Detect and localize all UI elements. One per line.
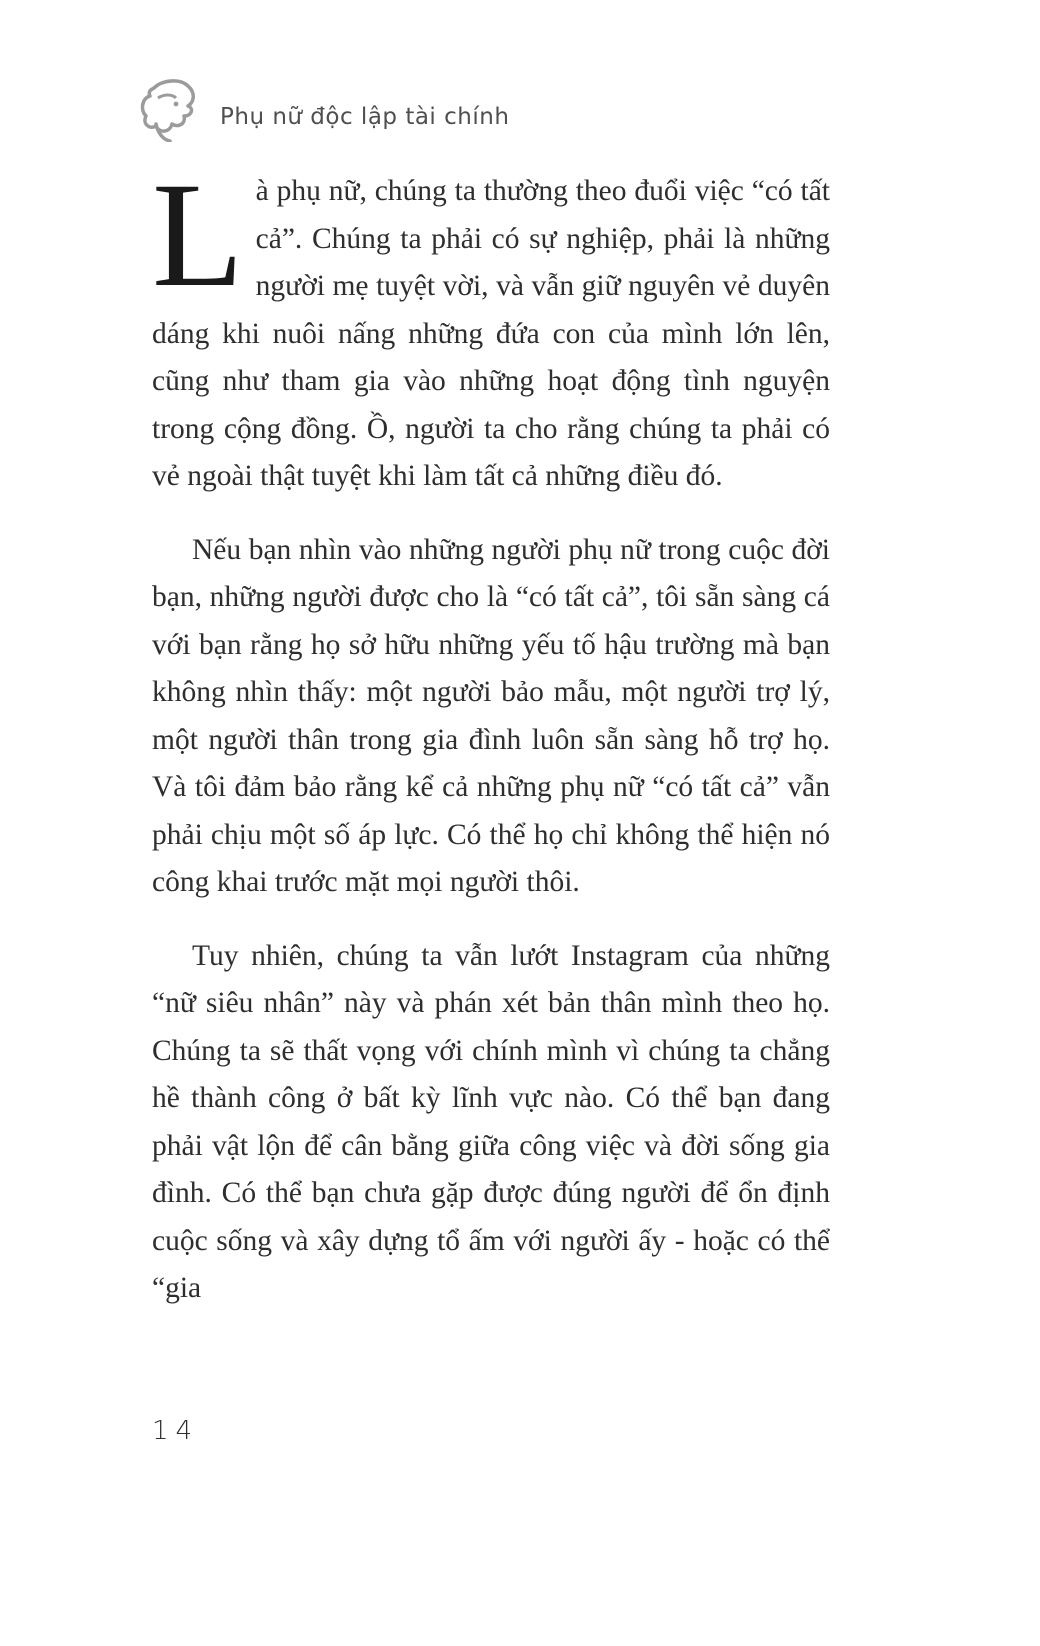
book-title-header: Phụ nữ độc lập tài chính (220, 104, 510, 130)
page-header (140, 78, 509, 142)
paragraph-1 (152, 152, 830, 501)
paragraph-1-text: à phụ nữ, chúng ta thường theo đuổi việc “có tất cả”. Chúng ta phải có sự nghiệp, phải là những người mẹ tuyệt vời, và vẫn giữ nguyên vẻ duyên dáng khi nuôi nấng những đứa con của mình lớn lên, cũng như tham gia vào những hoạt động tình nguyện trong cộng đồng. Ồ, người ta cho rằng chúng ta phải có vẻ ngoài thật tuyệt khi làm tất cả những điều đó. (152, 175, 830, 492)
body-text (152, 152, 830, 1339)
publisher-mascot-icon (140, 78, 202, 142)
paragraph-2: Nếu bạn nhìn vào những người phụ nữ trong cuộc đời bạn, những người được cho là “có tất cả”, tôi sẵn sàng cá với bạn rằng họ sở hữu những yếu tố hậu trường mà bạn không nhìn thấy: một người bảo mẫu, một người trợ lý, một người thân trong gia đình luôn sẵn sàng hỗ trợ họ. Và tôi đảm bảo rằng kể cả những phụ nữ “có tất cả” vẫn phải chịu một số áp lực. Có thể họ chỉ không thể hiện nó công khai trước mặt mọi người thôi. (152, 533, 830, 898)
page-number: 14 (152, 1416, 200, 1446)
drop-cap: L (152, 152, 244, 318)
paragraph-3: Tuy nhiên, chúng ta vẫn lướt Instagram của những “nữ siêu nhân” này và phán xét bản thân mình theo họ. Chúng ta sẽ thất vọng với chính mình vì chúng ta chẳng hề thành công ở bất kỳ lĩnh vực nào. Có thể bạn đang phải vật lộn để cân bằng giữa công việc và đời sống gia đình. Có thể bạn chưa gặp được đúng người để ổn định cuộc sống và xây dựng tổ ấm với người ấy - hoặc có thể “gia (152, 939, 830, 1304)
